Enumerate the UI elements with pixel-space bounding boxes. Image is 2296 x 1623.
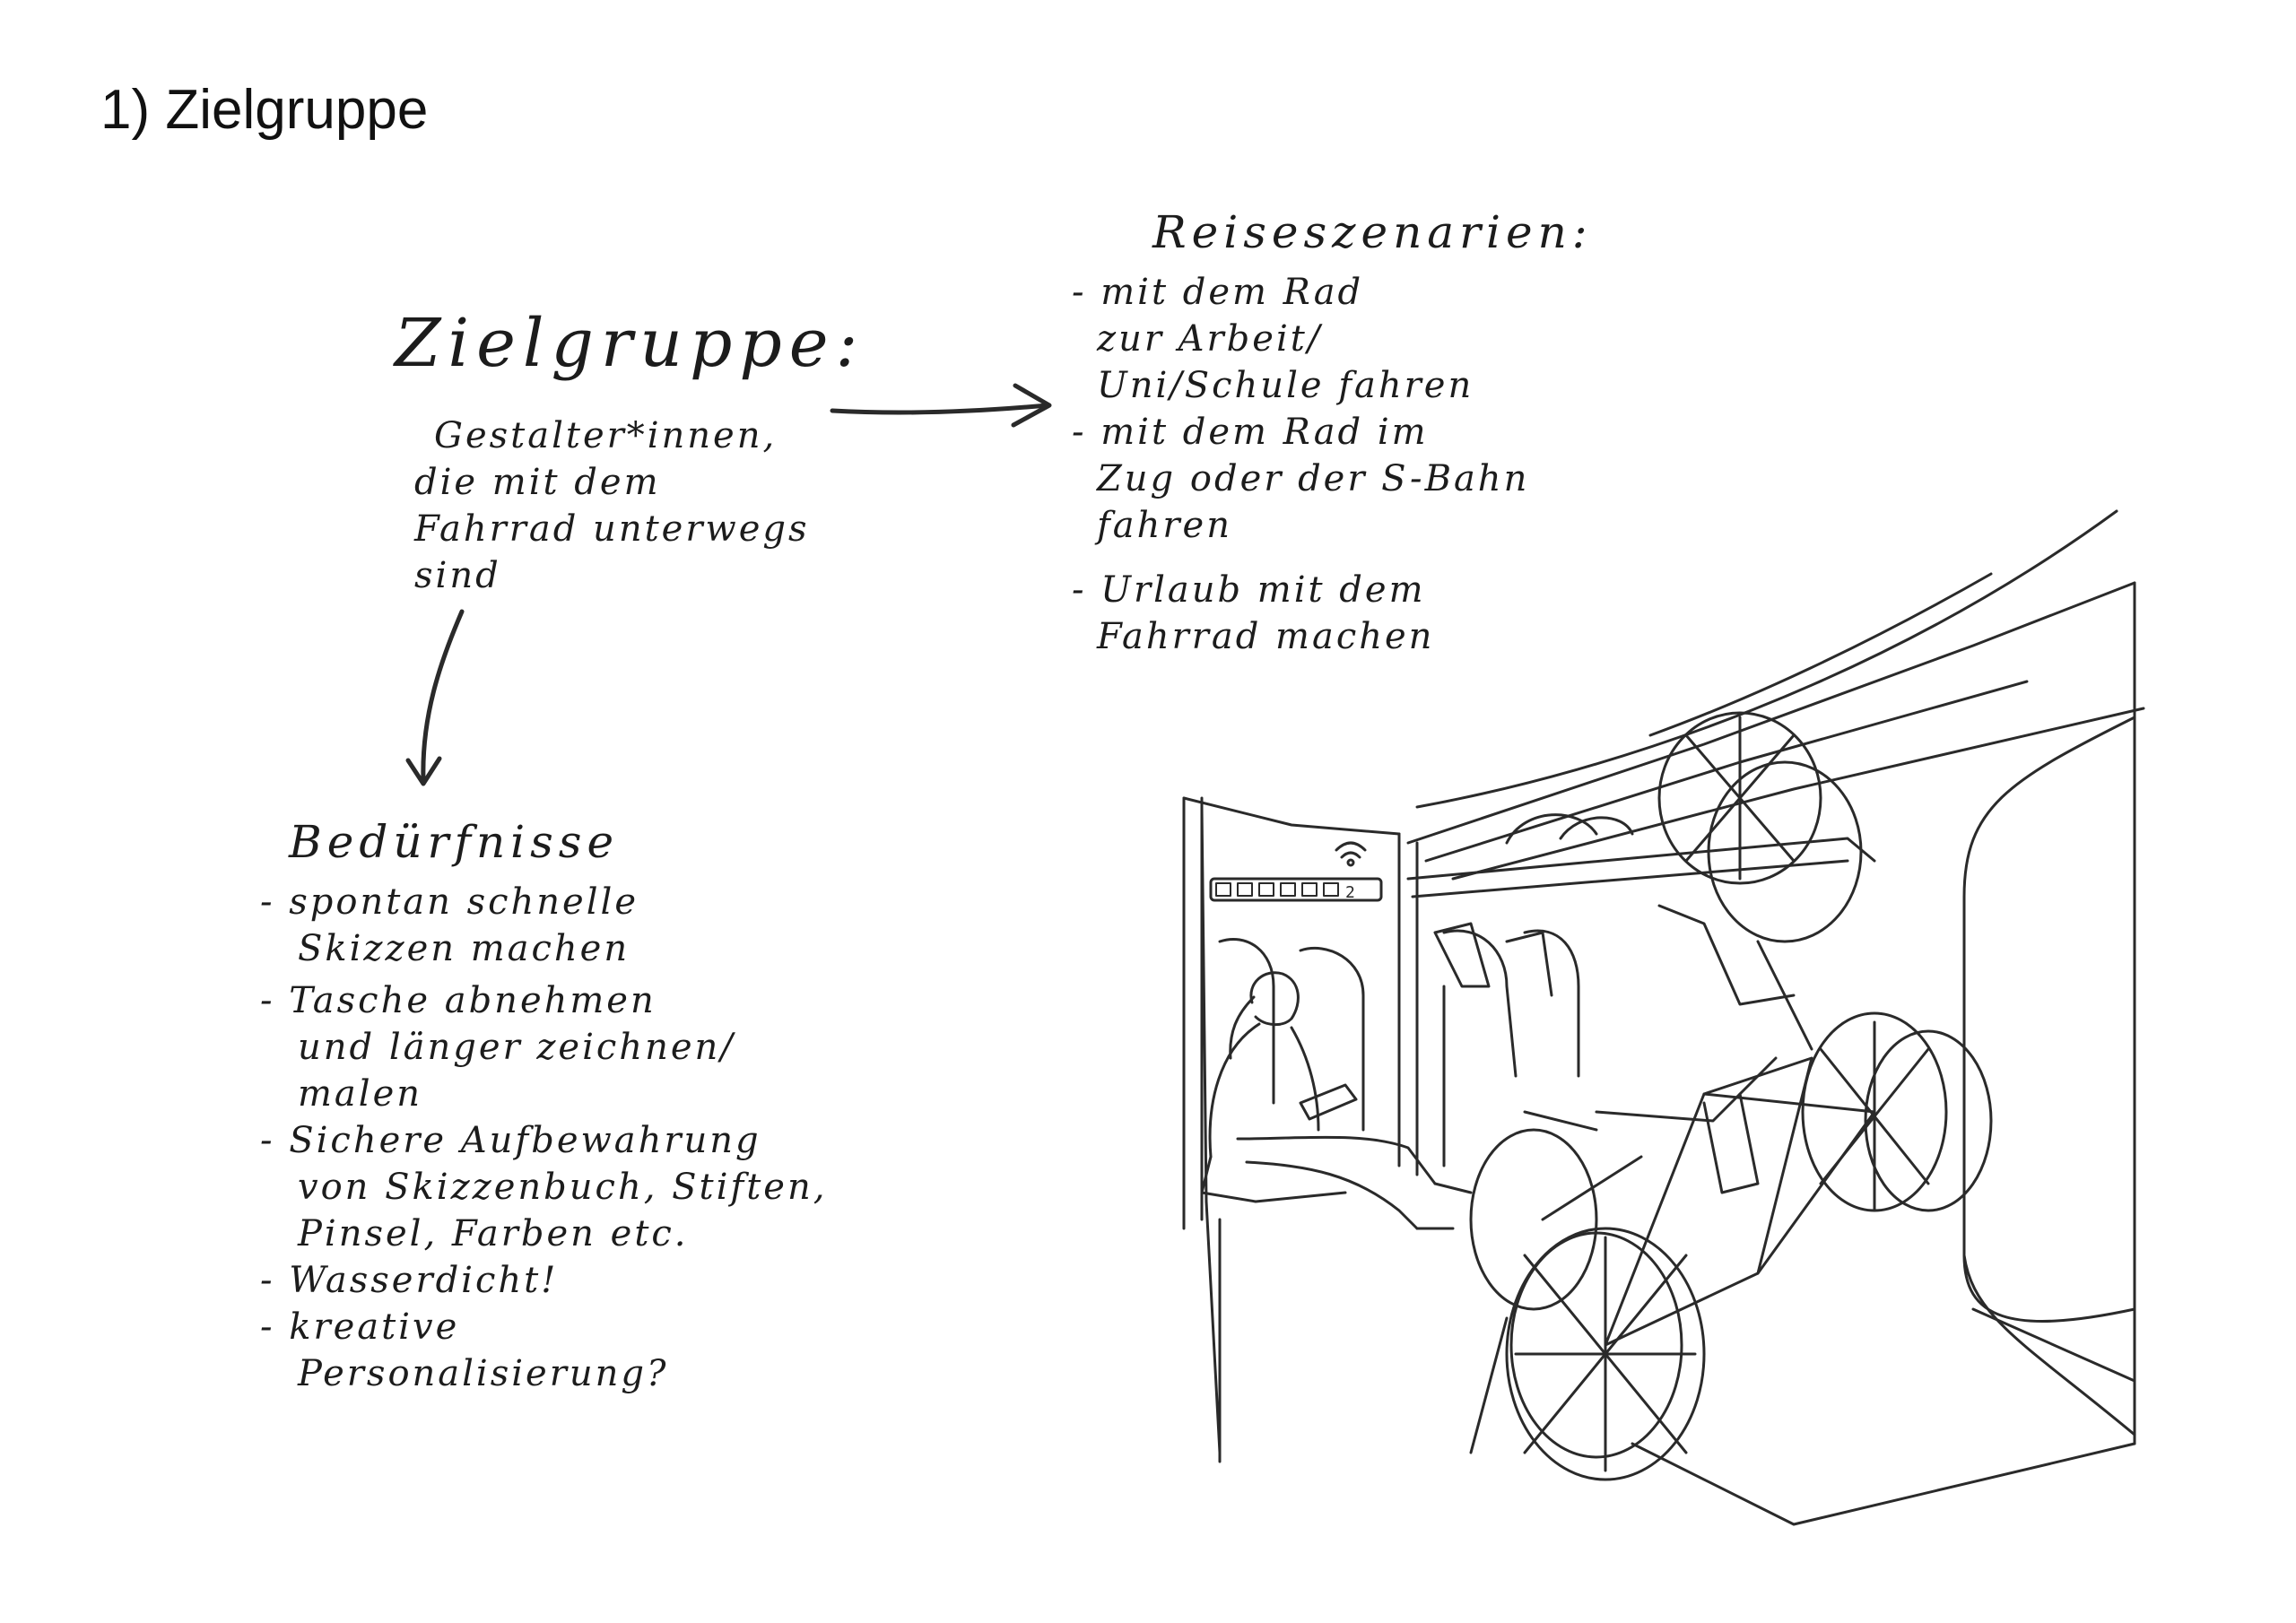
arrow-down-icon	[408, 612, 462, 784]
list-item: Skizzen machen	[298, 928, 631, 969]
list-item: zur Arbeit/	[1097, 318, 1323, 360]
beduerfnisse-heading: Bedürfnisse	[289, 816, 620, 868]
reiseszenarien-list	[1072, 269, 1529, 660]
page-title: 1) Zielgruppe	[100, 79, 429, 141]
arrow-right-icon	[832, 386, 1049, 425]
list-item: malen	[298, 1073, 423, 1115]
list-item: Fahrrad machen	[1097, 616, 1435, 657]
list-item: von Skizzenbuch, Stiften,	[298, 1167, 828, 1208]
list-item: - Wasserdicht!	[260, 1260, 559, 1301]
seated-person-figure	[1202, 973, 1471, 1228]
list-item: - mit dem Rad	[1072, 272, 1364, 313]
list-item: - spontan schnelle	[260, 881, 639, 923]
train-interior-sketch	[1184, 511, 2144, 1524]
zielgruppe-heading: Zielgruppe:	[395, 305, 865, 382]
list-item: - Urlaub mit dem	[1072, 569, 1426, 611]
list-item: - mit dem Rad im	[1072, 412, 1429, 453]
list-item: Zug oder der S-Bahn	[1097, 458, 1530, 499]
list-item: - Sichere Aufbewahrung	[260, 1120, 761, 1161]
list-item: Uni/Schule fahren	[1097, 365, 1474, 406]
zielgruppe-line: sind	[414, 555, 501, 596]
zielgruppe-description	[414, 412, 810, 599]
zielgruppe-line: die mit dem	[414, 462, 661, 503]
list-item: - kreative	[260, 1306, 460, 1348]
reiseszenarien-heading: Reiseszenarien:	[1152, 206, 1593, 258]
list-item: und länger zeichnen/	[298, 1027, 735, 1068]
zielgruppe-line: Gestalter*innen,	[434, 415, 778, 456]
beduerfnisse-list	[260, 879, 827, 1397]
list-item: Personalisierung?	[298, 1353, 669, 1394]
list-item: fahren	[1097, 505, 1232, 546]
list-item: Pinsel, Farben etc.	[298, 1213, 689, 1254]
wifi-icon	[1336, 843, 1365, 865]
zielgruppe-line: Fahrrad unterwegs	[414, 508, 810, 550]
bicycles-sketch	[1471, 713, 1991, 1480]
display-digit: 2	[1345, 883, 1355, 902]
list-item: - Tasche abnehmen	[260, 980, 657, 1021]
